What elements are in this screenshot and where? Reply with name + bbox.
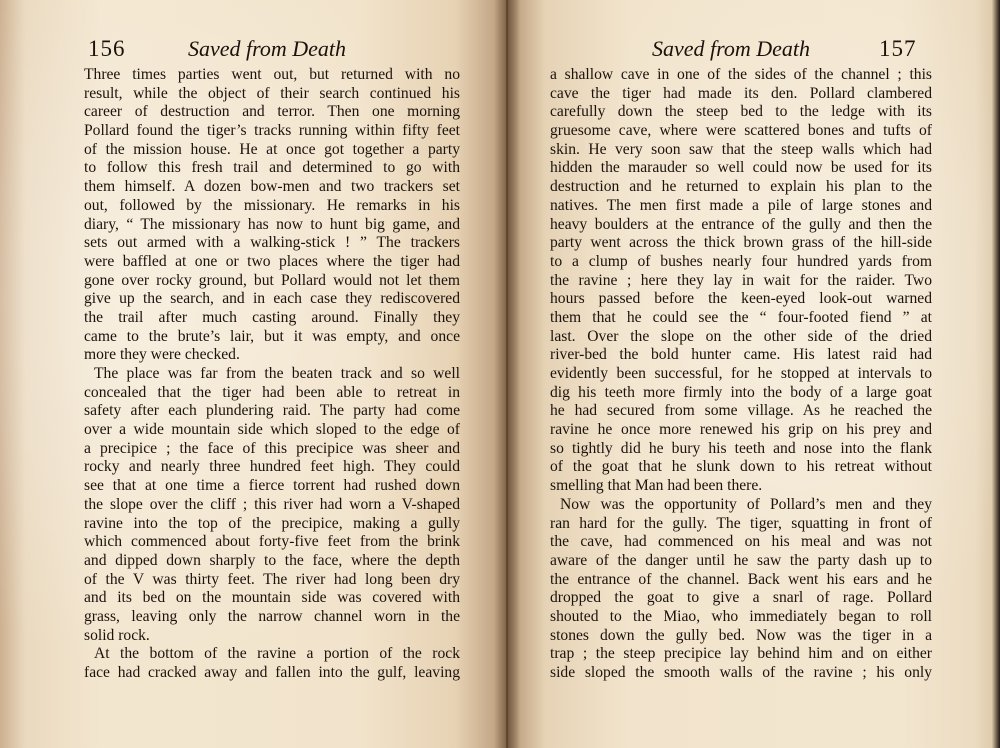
body-text <box>84 66 460 683</box>
text-line: result, while the object of their search continued his <box>84 84 460 102</box>
page-number: 157 <box>879 36 917 61</box>
text-line: ravine into the top of the precipice, making a gully <box>84 514 460 532</box>
text-line: were baffled at one or two places where the tiger had <box>84 252 460 270</box>
text-line: the entrance of the channel. Back went his ears and he <box>550 570 932 588</box>
text-line: evidently been successful, for he stopped at intervals to <box>550 365 932 382</box>
text-line: heavy boulders at the entrance of the gully and then the <box>550 215 932 233</box>
text-line: the trail after much casting around. Finally they <box>84 308 460 326</box>
text-line: shouted to the Miao, who immediately began to roll <box>550 607 932 625</box>
text-line: of the mission house. He at once got together a party <box>84 140 460 158</box>
text-line: which commenced about forty-five feet from the brink <box>84 533 460 551</box>
text-line: Three times parties went out, but returned with no <box>84 66 460 83</box>
text-line: face had cracked away and fallen into the gulf, leaving <box>84 664 460 681</box>
text-line: sets out armed with a walking-stick ! ” The trackers <box>84 234 460 252</box>
text-line: concealed that the tiger had been able to retreat in <box>84 383 460 401</box>
text-line: the slope over the cliff ; this river had worn a V-shaped <box>84 495 460 513</box>
text-line: he had secured from some village. As he reached the <box>550 402 932 420</box>
text-line: came to the brute’s lair, but it was empty, and once <box>84 327 460 345</box>
text-line: career of destruction and terror. Then one morning <box>84 103 460 121</box>
text-line: river-bed the bold hunter came. His latest raid had <box>550 346 932 364</box>
text-line: of the goat that he slunk down to his retreat without <box>550 458 932 476</box>
body-text <box>550 66 932 683</box>
text-line: out, followed by the missionary. He remarks in his <box>84 196 460 214</box>
text-line: last. Over the slope on the other side of the dried <box>550 327 932 345</box>
text-line: diary, “ The missionary has now to hunt big game, and <box>84 215 460 233</box>
text-line: At the bottom of the ravine a portion of the rock <box>94 645 460 663</box>
text-line: ran hard for the gully. The tiger, squatting in front of <box>550 514 932 532</box>
text-line: dropped the goat to give a snarl of rage. Pollard <box>550 589 932 607</box>
text-line: give up the search, and in each case they rediscovered <box>84 290 460 308</box>
page-number: 156 <box>88 36 126 61</box>
text-line: trap ; the steep precipice lay behind him and on either <box>550 645 932 663</box>
text-line: destruction and he returned to explain his plan to the <box>550 178 932 196</box>
text-line: them himself. A dozen bow-men and two trackers set <box>84 178 460 196</box>
text-line: The place was far from the beaten track and so well <box>94 365 460 382</box>
text-line: more they were checked. <box>84 346 240 364</box>
running-title: Saved from Death <box>652 36 811 61</box>
text-line: to a clump of bushes nearly four hundred yards from <box>550 252 932 270</box>
text-line: side sloped the smooth walls of the ravine ; his only <box>550 664 932 681</box>
text-line: and its bed on the mountain side was covered with <box>84 589 460 607</box>
text-line: the cave, had commenced on his meal and was not <box>550 533 932 551</box>
text-line: rocky and nearly three hundred feet high. They could <box>84 458 460 476</box>
page-edge <box>992 0 1000 748</box>
text-line: solid rock. <box>84 626 150 644</box>
text-line: stones down the gully bed. Now was the tiger in a <box>550 626 932 644</box>
right-page <box>506 0 1000 748</box>
text-line: a precipice ; the face of this precipice was sheer and <box>84 439 460 457</box>
text-line: smelling that Man had been there. <box>550 477 763 495</box>
text-line: skin. He very soon saw that the steep walls which had <box>550 140 932 158</box>
text-line: gruesome cave, where were scattered bones and tufts of <box>550 122 932 140</box>
text-line: gone over rocky ground, but Pollard would not let them <box>84 271 460 289</box>
text-line: Now was the opportunity of Pollard’s men and they <box>560 495 932 513</box>
text-line: the ravine ; here they lay in wait for the raider. Two <box>550 271 932 289</box>
text-line: so tightly did he bury his teeth and nose into the flank <box>550 439 932 457</box>
text-line: carefully down the steep bed to the ledge with its <box>550 103 932 121</box>
text-line: hours passed before the keen-eyed look-out warned <box>550 290 932 308</box>
text-line: grass, leaving only the narrow channel worn in the <box>84 607 460 625</box>
text-line: them that he could see the “ four-footed fiend ” at <box>550 308 932 326</box>
text-line: aware of the danger until he saw the party dash up to <box>550 551 932 569</box>
running-title: Saved from Death <box>188 36 347 61</box>
text-line: see that at one time a fierce torrent had rushed down <box>84 477 460 495</box>
text-line: a shallow cave in one of the sides of the channel ; this <box>550 66 932 83</box>
book-gutter <box>494 0 520 748</box>
text-line: party went across the thick brown grass of the hill-side <box>550 234 932 252</box>
text-line: natives. The men first made a pile of large stones and <box>550 196 932 214</box>
text-line: over a wide mountain side which sloped to the edge of <box>84 421 460 439</box>
text-line: and dipped down sharply to the face, where the depth <box>84 551 460 569</box>
text-line: to follow this fresh trail and determined to go with <box>84 159 460 177</box>
text-line: ravine he once more renewed his grip on his prey and <box>550 421 932 439</box>
text-line: dig his teeth more firmly into the body of a large goat <box>550 383 932 401</box>
text-line: cave the tiger had made its den. Pollard clambered <box>550 84 932 102</box>
text-line: hidden the marauder so well could now be used for its <box>550 159 932 177</box>
text-line: of the V was thirty feet. The river had long been dry <box>84 570 460 588</box>
text-line: Pollard found the tiger’s tracks running within fifty feet <box>84 122 460 140</box>
text-line: safety after each plundering raid. The party had come <box>84 402 460 420</box>
